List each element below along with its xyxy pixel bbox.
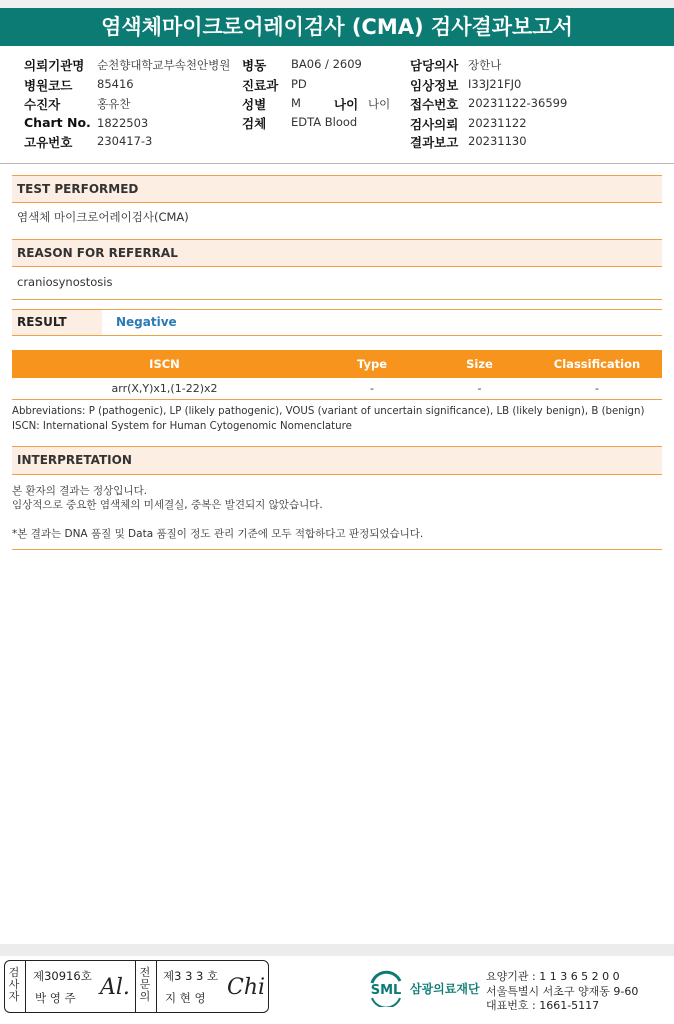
- specialist-divider: [156, 961, 157, 1012]
- tester-name: 박 영 주: [35, 991, 76, 1005]
- organization-name: 삼광의료재단: [410, 982, 480, 996]
- patient-info-block: [0, 50, 674, 162]
- patient-label: 수진자: [24, 97, 61, 112]
- size-cell: -: [477, 382, 482, 395]
- info-divider: [0, 163, 674, 164]
- section-divider: [135, 961, 136, 1012]
- receipt-no-value: 20231122-36599: [468, 96, 568, 110]
- ward-label: 병동: [242, 58, 267, 73]
- sml-logo-icon: [366, 967, 406, 1007]
- sex-value: M: [291, 96, 301, 110]
- test-performed-heading: TEST PERFORMED: [12, 175, 662, 203]
- patient-value: 홍유찬: [97, 97, 131, 111]
- unique-no-label: 고유번호: [24, 135, 73, 150]
- abbreviations-line: Abbreviations: P (pathogenic), LP (likely pathogenic), VOUS (variant of uncertain significance), LB (likely benign), B (benign): [12, 406, 645, 417]
- type-cell: -: [370, 382, 374, 395]
- hospital-code-value: 85416: [97, 77, 134, 91]
- test-performed-value: 염색체 마이크로어레이검사(CMA): [17, 210, 189, 224]
- age-value: 나이: [368, 97, 391, 111]
- department-label: 진료과: [242, 78, 279, 93]
- interpretation-divider: [12, 549, 662, 550]
- logo-text: SML: [370, 983, 402, 998]
- tester-divider: [25, 961, 26, 1012]
- report-title: 염색체마이크로어레이검사 (CMA) 검사결과보고서: [0, 8, 674, 46]
- care-institution-no: 요양기관 : 1 1 3 6 5 2 0 0: [486, 970, 620, 983]
- interpretation-line-2: 임상적으로 중요한 염색체의 미세결실, 중복은 발견되지 않았습니다.: [12, 499, 323, 511]
- age-label: 나이: [334, 97, 359, 112]
- ward-value: BA06 / 2609: [291, 57, 362, 71]
- specialist-name: 지 현 영: [165, 991, 206, 1005]
- col-classification-header: Classification: [553, 357, 641, 371]
- reason-value: craniosynostosis: [17, 275, 113, 289]
- signature-box: [4, 960, 269, 1013]
- requesting-institution-value: 순천향대학교부속천안병원: [97, 58, 231, 72]
- doctor-value: 장한나: [468, 58, 502, 72]
- result-report-label: 결과보고: [410, 135, 459, 150]
- unique-no-value: 230417-3: [97, 134, 153, 148]
- tester-signature: Al.: [100, 975, 130, 1000]
- table-row: [12, 379, 662, 400]
- interpretation-line-1: 본 환자의 결과는 정상입니다.: [12, 485, 148, 497]
- organization-address: 서울특별시 서초구 양재동 9-60: [486, 985, 639, 998]
- clinical-info-value: I33J21FJ0: [468, 77, 522, 91]
- quality-note: *본 결과는 DNA 품질 및 Data 품질이 정도 관리 기준에 모두 적합하다고 판정되었습니다.: [12, 528, 424, 540]
- chart-no-label: Chart No.: [24, 115, 91, 130]
- doctor-label: 담당의사: [410, 58, 459, 73]
- col-size-header: Size: [466, 357, 493, 371]
- classification-cell: -: [595, 382, 599, 395]
- sex-label: 성별: [242, 97, 267, 112]
- department-value: PD: [291, 77, 307, 91]
- result-label: RESULT: [12, 310, 102, 335]
- top-band: [0, 0, 674, 8]
- col-type-header: Type: [356, 357, 387, 371]
- tester-label: 검 사 자: [8, 966, 20, 1003]
- specimen-label: 검체: [242, 116, 267, 131]
- specimen-value: EDTA Blood: [291, 115, 358, 129]
- tester-license-no: 제30916호: [33, 969, 92, 983]
- iscn-definition-line: ISCN: International System for Human Cytogenomic Nomenclature: [12, 421, 352, 432]
- hospital-code-label: 병원코드: [24, 78, 73, 93]
- requesting-institution-label: 의뢰기관명: [24, 58, 85, 73]
- representative-phone: 대표번호 : 1661-5117: [486, 999, 600, 1012]
- reason-heading: REASON FOR REFERRAL: [12, 239, 662, 267]
- footer-band: [0, 944, 674, 956]
- col-iscn-header: ISCN: [149, 357, 180, 371]
- test-request-value: 20231122: [468, 116, 527, 130]
- specialist-signature: Chi: [227, 975, 266, 1000]
- result-row: [12, 309, 662, 336]
- result-report-value: 20231130: [468, 134, 527, 148]
- specialist-label: 전 문 의: [139, 966, 151, 1003]
- iscn-cell: arr(X,Y)x1,(1-22)x2: [111, 382, 218, 395]
- result-table-header: [12, 350, 662, 378]
- specialist-license-no: 제3 3 3 호: [163, 969, 219, 983]
- result-value: Negative: [116, 315, 177, 329]
- clinical-info-label: 임상정보: [410, 78, 459, 93]
- chart-no-value: 1822503: [97, 116, 149, 130]
- test-request-label: 검사의뢰: [410, 117, 459, 132]
- reason-divider: [12, 299, 662, 300]
- interpretation-heading: INTERPRETATION: [12, 446, 662, 475]
- receipt-no-label: 접수번호: [410, 97, 459, 112]
